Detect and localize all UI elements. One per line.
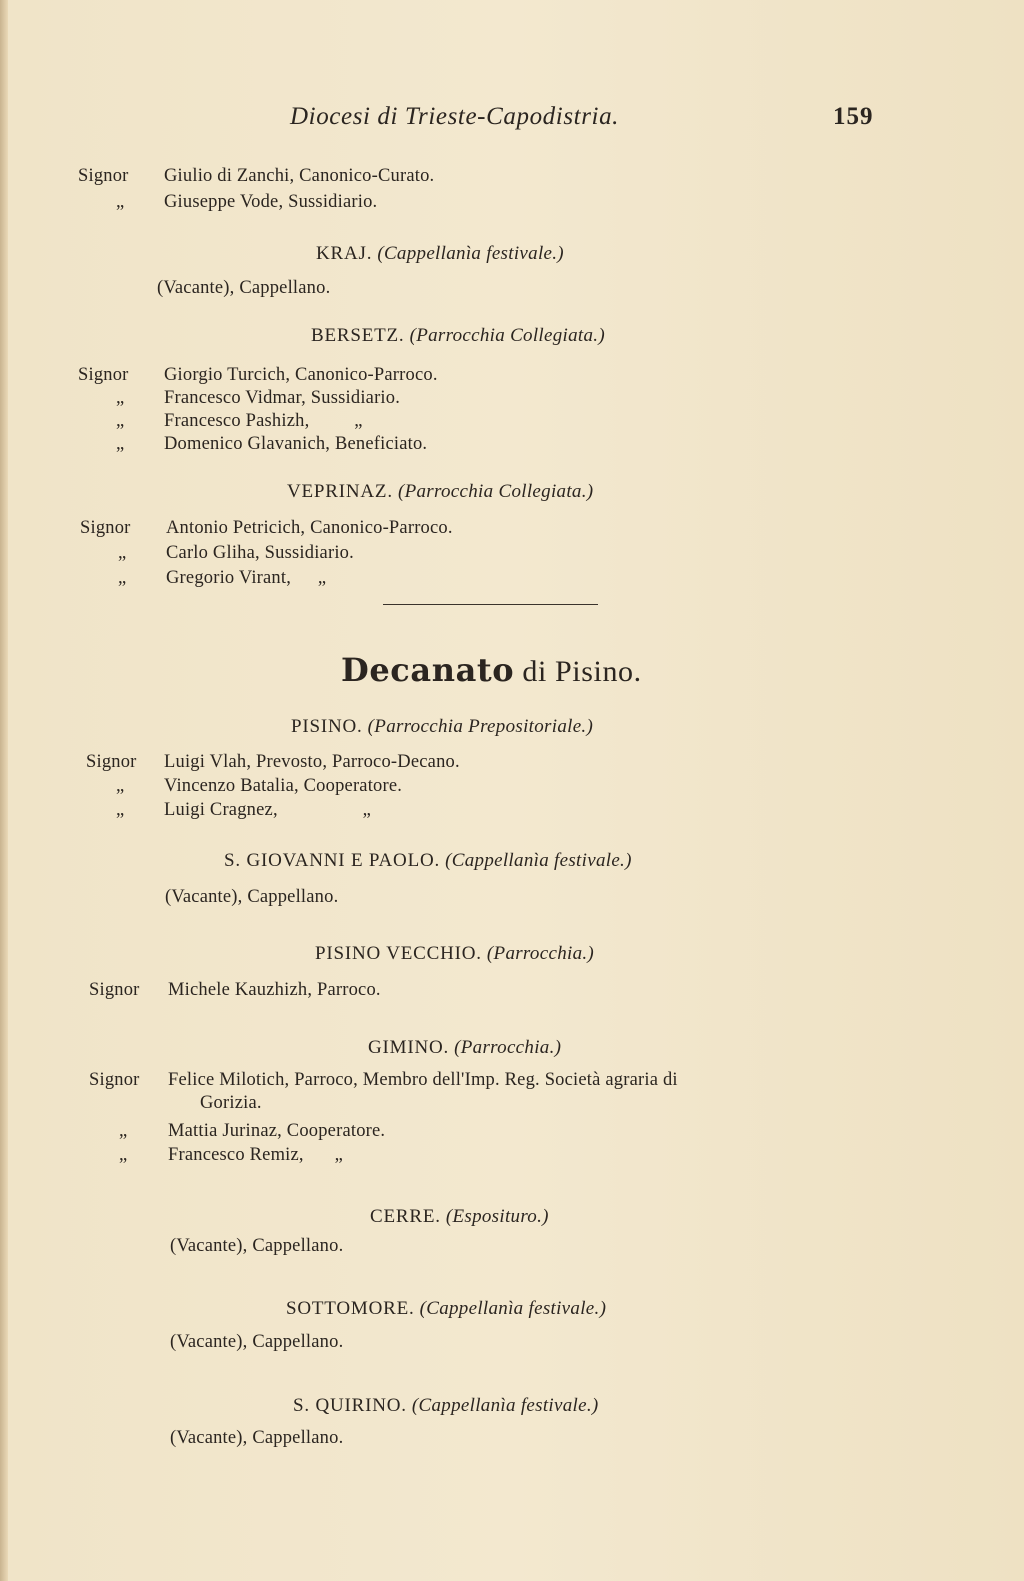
parish-heading <box>368 1037 561 1059</box>
entry-line <box>80 543 354 564</box>
entry-label: Signor <box>80 518 131 538</box>
ditto-mark: „ <box>334 1145 343 1165</box>
parish-type: (Cappellanìa festivale.) <box>377 243 564 264</box>
parish-heading <box>311 325 605 347</box>
entry-label: Signor <box>86 752 137 772</box>
entry-text: Michele Kauzhizh, Parroco. <box>168 980 381 1000</box>
entry-text: (Vacante), Cappellano. <box>170 1236 344 1256</box>
parish-type: (Cappellanìa festivale.) <box>411 1395 599 1416</box>
entry-text: Luigi Cragnez, <box>164 800 278 820</box>
entry-line <box>86 800 371 821</box>
running-head <box>0 103 1024 137</box>
page-number: 159 <box>833 103 874 130</box>
entry-text: (Vacante), Cappellano. <box>157 278 331 298</box>
entry-text: (Vacante), Cappellano. <box>170 1428 344 1448</box>
entry-text: Carlo Gliha, Sussidiario. <box>166 543 354 563</box>
entry-line <box>170 1428 343 1449</box>
entry-line <box>89 1145 343 1166</box>
ditto-mark: „ <box>362 800 372 820</box>
ditto-mark: „ <box>119 1145 128 1165</box>
section-title-rest: di Pisino. <box>522 655 642 688</box>
section-divider <box>383 604 598 605</box>
ditto-mark: „ <box>116 388 125 408</box>
entry-line <box>80 568 326 589</box>
ditto-mark: „ <box>116 411 125 431</box>
entry-text: Giuseppe Vode, Sussidiario. <box>164 192 378 212</box>
entry-line <box>89 1121 385 1142</box>
entry-line <box>89 980 381 1001</box>
entry-text: Domenico Glavanich, Beneficiato. <box>164 434 428 454</box>
entry-text: Giorgio Turcich, Canonico-Parroco. <box>164 365 438 385</box>
entry-label: Signor <box>78 166 129 186</box>
parish-name: KRAJ. <box>316 243 373 264</box>
parish-heading <box>293 1395 599 1417</box>
parish-name: BERSETZ. <box>311 325 405 346</box>
parish-heading <box>291 716 593 738</box>
parish-type: (Parrocchia Collegiata.) <box>397 481 594 502</box>
entry-line <box>78 365 438 386</box>
running-title: Diocesi di Trieste-Capodistria. <box>290 103 620 130</box>
entry-line <box>170 1236 343 1257</box>
ditto-mark: „ <box>116 776 125 796</box>
entry-text: Gregorio Virant, <box>166 568 292 588</box>
entry-line <box>170 1332 343 1353</box>
parish-heading <box>315 943 594 965</box>
entry-text: Luigi Vlah, Prevosto, Parroco-Decano. <box>164 752 460 772</box>
ditto-mark: „ <box>116 192 125 212</box>
parish-type: (Parrocchia.) <box>454 1037 562 1058</box>
parish-name: S. QUIRINO. <box>293 1395 407 1416</box>
parish-heading <box>286 1298 606 1320</box>
entry-line <box>78 192 377 213</box>
entry-line <box>78 434 427 455</box>
ditto-mark: „ <box>118 543 127 563</box>
entry-text: Giulio di Zanchi, Canonico-Curato. <box>164 166 435 186</box>
entry-text: Francesco Vidmar, Sussidiario. <box>164 388 401 408</box>
entry-line <box>86 776 402 797</box>
entry-line <box>78 411 363 432</box>
parish-type: (Cappellanìa festivale.) <box>445 850 632 871</box>
parish-heading <box>224 850 632 872</box>
ditto-mark: „ <box>119 1121 128 1141</box>
section-title-first: Decanato <box>341 651 515 689</box>
entry-line <box>86 752 460 773</box>
entry-label: Signor <box>89 980 140 1000</box>
entry-text: Gorizia. <box>200 1093 262 1113</box>
parish-type: (Parrocchia Collegiata.) <box>409 325 605 346</box>
entry-label: Signor <box>89 1070 140 1090</box>
parish-name: CERRE. <box>370 1206 441 1227</box>
entry-line <box>78 388 400 409</box>
entry-text: (Vacante), Cappellano. <box>170 1332 344 1352</box>
parish-heading <box>316 243 564 265</box>
parish-type: (Esposituro.) <box>445 1206 549 1227</box>
parish-name: VEPRINAZ. <box>287 481 393 502</box>
ditto-mark: „ <box>354 411 363 431</box>
entry-line <box>165 887 338 908</box>
ditto-mark: „ <box>317 568 327 588</box>
ditto-mark: „ <box>116 434 125 454</box>
entry-text: Francesco Remiz, <box>168 1145 304 1165</box>
parish-type: (Cappellanìa festivale.) <box>419 1298 607 1319</box>
parish-name: S. GIOVANNI E PAOLO. <box>224 850 441 871</box>
parish-name: PISINO VECCHIO. <box>315 943 482 964</box>
entry-line <box>89 1070 678 1091</box>
entry-line <box>200 1093 262 1114</box>
section-title <box>341 651 642 689</box>
entry-text: Vincenzo Batalia, Cooperatore. <box>164 776 403 796</box>
entry-text: Antonio Petricich, Canonico-Parroco. <box>166 518 453 538</box>
entry-label: Signor <box>78 365 129 385</box>
entry-line <box>80 518 453 539</box>
entry-text: Felice Milotich, Parroco, Membro dell'Imp. Reg. Società agraria di <box>168 1070 678 1090</box>
parish-name: SOTTOMORE. <box>286 1298 415 1319</box>
parish-heading <box>287 481 593 503</box>
parish-type: (Parrocchia.) <box>486 943 595 964</box>
parish-type: (Parrocchia Prepositoriale.) <box>367 716 594 737</box>
ditto-mark: „ <box>118 568 127 588</box>
parish-heading <box>370 1206 549 1228</box>
parish-name: PISINO. <box>291 716 363 737</box>
ditto-mark: „ <box>116 800 125 820</box>
entry-text: Mattia Jurinaz, Cooperatore. <box>168 1121 386 1141</box>
entry-text: (Vacante), Cappellano. <box>165 887 339 907</box>
parish-name: GIMINO. <box>368 1037 450 1058</box>
entry-line <box>157 278 330 299</box>
entry-line <box>78 166 434 187</box>
entry-text: Francesco Pashizh, <box>164 411 310 431</box>
